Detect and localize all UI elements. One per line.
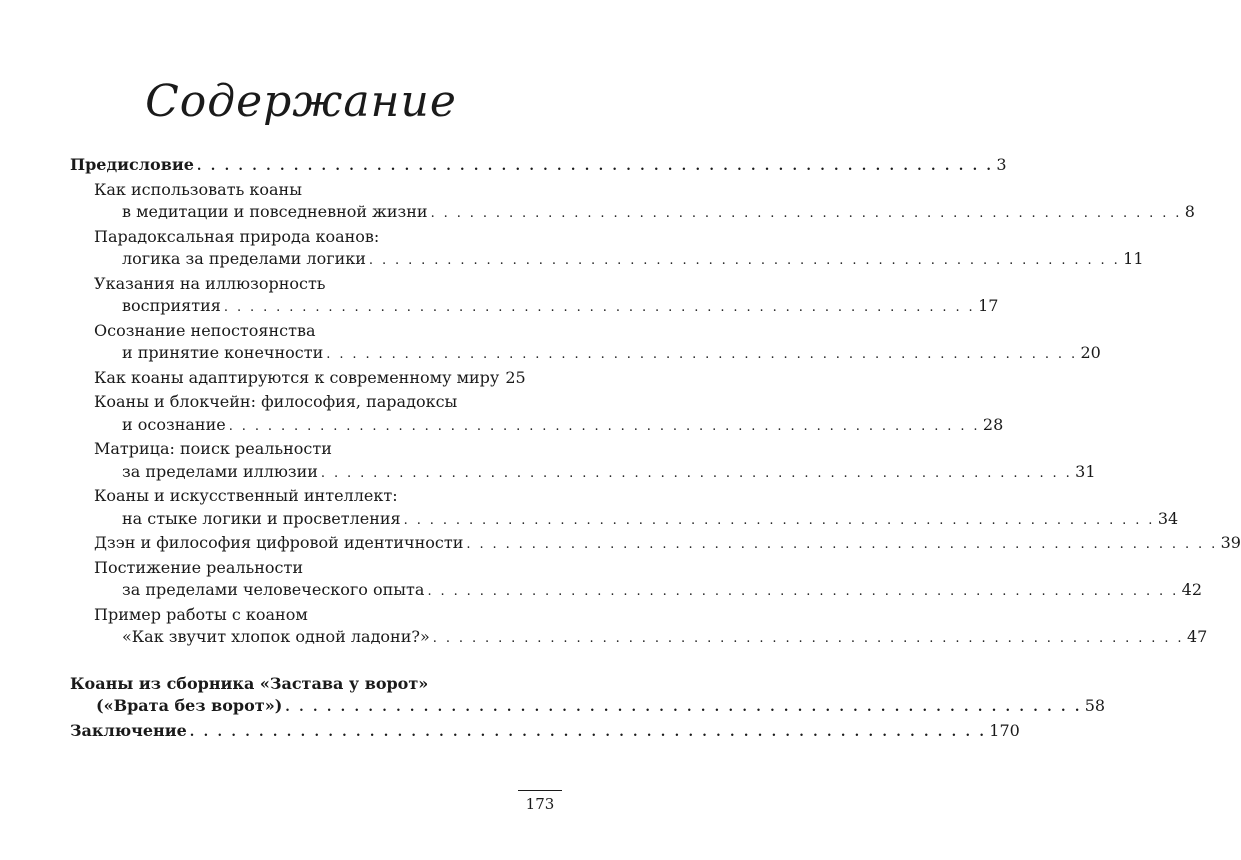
dot-leader: . . . . . . . . . . . . . . . . . . . . . . . . . . . . . . . . . . . . . . . . . . . . . . . . . . . . . . . . . . (189, 724, 987, 740)
toc-entry-digital-identity[interactable] (70, 532, 1241, 557)
toc-entry-koans-meditation[interactable] (70, 179, 1195, 226)
toc-page-number: 20 (1080, 343, 1101, 362)
toc-page-number: 11 (1123, 249, 1144, 268)
toc-entry-matrix[interactable] (70, 438, 1096, 485)
toc-page-number: 25 (505, 367, 526, 387)
toc-entry-title: Коаны из сборника «Застава у ворот» (70, 673, 429, 693)
dot-leader: . . . . . . . . . . . . . . . . . . . . . . . . . . . . . . . . . . . . . . . . . . . . . . . . . . . . . . . . . . (285, 700, 1082, 715)
dot-leader: . . . . . . . . . . . . . . . . . . . . . . . . . . . . . . . . . . . . . . . . . . . . . . . . . . . . . . . . . . (223, 300, 976, 315)
dot-leader: . . . . . . . . . . . . . . . . . . . . . . . . . . . . . . . . . . . . . . . . . . . . . . . . . . . . . . . . . . (320, 465, 1073, 481)
toc-entry-title: Указания на иллюзорность (94, 273, 326, 293)
toc-entry-ai[interactable] (70, 485, 1179, 532)
toc-page-number: 31 (1075, 461, 1096, 481)
toc-entry-paradoxical-nature[interactable] (70, 226, 1144, 273)
toc-entry-title-cont: «Как звучит хлопок одной ладони?» (122, 627, 430, 646)
toc-entry-title: Постижение реальности (94, 557, 304, 577)
toc-page-number: 170 (989, 720, 1020, 740)
toc-entry-title: Пример работы с коаном (94, 604, 308, 624)
dot-leader: . . . . . . . . . . . . . . . . . . . . . . . . . . . . . . . . . . . . . . . . . . . . . . . . . . . . . . . . . . (430, 206, 1182, 221)
dot-leader: . . . . . . . . . . . . . . . . . . . . . . . . . . . . . . . . . . . . . . . . . . . . . . . . . . . . . . . . . . (326, 347, 1078, 362)
toc-page-number: 58 (1084, 696, 1106, 715)
dot-leader: . . . . . . . . . . . . . . . . . . . . . . . . . . . . . . . . . . . . . . . . . . . . . . . . . . . . . . . . . . (196, 159, 994, 174)
table-of-contents (70, 154, 1241, 744)
page-number: 173 (525, 795, 555, 813)
toc-entry-title: Коаны и искусственный интеллект: (94, 486, 398, 505)
toc-entry-title-cont: и принятие конечности (122, 343, 324, 362)
toc-entry-modern-world[interactable] (70, 367, 526, 392)
toc-entry-preface[interactable] (70, 154, 1007, 179)
toc-page-number: 39 (1220, 533, 1241, 552)
toc-entry-title-cont: восприятия (122, 296, 221, 315)
toc-page-number: 17 (978, 296, 999, 315)
toc-page-number: 8 (1184, 202, 1195, 221)
toc-entry-title-cont: логика за пределами логики (122, 249, 366, 268)
dot-leader: . . . . . . . . . . . . . . . . . . . . . . . . . . . . . . . . . . . . . . . . . . . . . . . . . . . . . . . . . . (466, 537, 1218, 552)
section-gap (70, 651, 510, 673)
toc-entry-gateless-gate[interactable] (70, 673, 1106, 720)
toc-entry-title: Предисловие (70, 155, 194, 174)
toc-page-number: 42 (1181, 580, 1203, 599)
toc-entry-title-cont: и осознание (122, 414, 226, 434)
toc-entry-title: Матрица: поиск реальности (94, 439, 332, 458)
toc-page-number: 34 (1157, 508, 1179, 528)
page-title: Содержание (145, 76, 457, 127)
toc-entry-title-cont: за пределами человеческого опыта (122, 580, 425, 599)
toc-entry-title: Парадоксальная природа коанов: (94, 226, 380, 246)
toc-entry-title: Как коаны адаптируются к современному миру (94, 367, 500, 387)
dot-leader: . . . . . . . . . . . . . . . . . . . . . . . . . . . . . . . . . . . . . . . . . . . . . . . . . . . . . . . . . . (403, 512, 1155, 528)
toc-entry-title: Дзэн и философия цифровой идентичности (94, 533, 464, 552)
dot-leader: . . . . . . . . . . . . . . . . . . . . . . . . . . . . . . . . . . . . . . . . . . . . . . . . . . . . . . . . . . (228, 418, 980, 434)
toc-entry-beyond-experience[interactable] (70, 557, 1203, 604)
toc-entry-title-cont: в медитации и повседневной жизни (122, 202, 428, 221)
dot-leader: . . . . . . . . . . . . . . . . . . . . . . . . . . . . . . . . . . . . . . . . . . . . . . . . . . . . . . . . . . (368, 253, 1121, 268)
toc-page-number: 47 (1186, 627, 1208, 646)
toc-entry-title: Как использовать коаны (94, 179, 302, 199)
toc-entry-title: Коаны и блокчейн: философия, парадоксы (94, 392, 458, 411)
toc-entry-title-cont: («Врата без ворот») (96, 696, 283, 715)
toc-entry-conclusion[interactable] (70, 720, 1020, 745)
toc-entry-title-cont: на стыке логики и просветления (122, 508, 401, 528)
toc-page-number: 28 (982, 414, 1004, 434)
toc-entry-title: Осознание непостоянства (94, 320, 316, 340)
dot-leader: . . . . . . . . . . . . . . . . . . . . . . . . . . . . . . . . . . . . . . . . . . . . . . . . . . . . . . . . . . (432, 631, 1184, 646)
toc-entry-impermanence[interactable] (70, 320, 1101, 367)
toc-page-number: 3 (996, 155, 1007, 174)
toc-entry-illusory-perception[interactable] (70, 273, 999, 320)
folio-rule (518, 790, 562, 791)
toc-entry-blockchain[interactable] (70, 391, 1004, 438)
dot-leader: . . . . . . . . . . . . . . . . . . . . . . . . . . . . . . . . . . . . . . . . . . . . . . . . . . . . . . . . . . (427, 584, 1179, 599)
toc-entry-one-hand-clapping[interactable] (70, 604, 1208, 651)
toc-entry-title-cont: за пределами иллюзии (122, 461, 318, 481)
toc-entry-title: Заключение (70, 720, 187, 740)
